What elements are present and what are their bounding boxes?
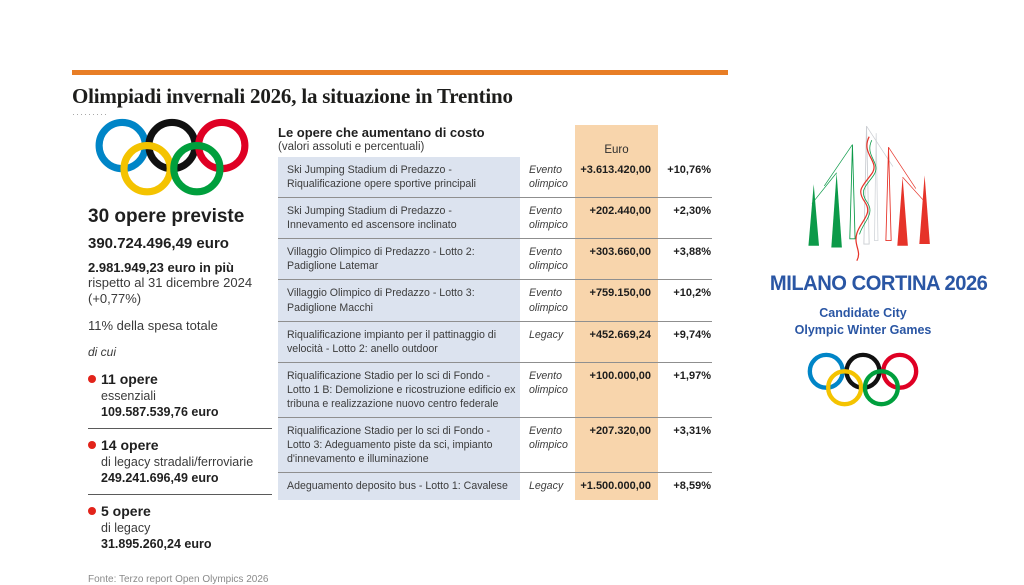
milano-cortina-emblem-icon xyxy=(775,118,951,268)
work-name-cell: Ski Jumping Stadium di Predazzo - Innevamento ed ascensore inclinato xyxy=(278,198,520,238)
breakdown-item xyxy=(88,495,272,560)
share-of-total: 11% della spesa totale xyxy=(88,317,218,333)
table-row xyxy=(278,157,712,197)
olympic-rings-logo xyxy=(88,118,256,198)
euro-value-cell: +452.669,24 xyxy=(575,322,658,362)
breakdown-desc: essenziali xyxy=(101,388,156,403)
percent-value-cell: +1,97% xyxy=(673,369,711,382)
table-title: Le opere che aumentano di costo xyxy=(278,125,485,140)
category-cell: Evento olimpico xyxy=(529,369,568,396)
breakdown-amount: 109.587.539,76 euro xyxy=(101,404,219,419)
percent-value-cell: +3,31% xyxy=(673,425,711,438)
logo-subtitle-line2: Olympic Winter Games xyxy=(794,322,932,337)
euro-value-cell: +1.500.000,00 xyxy=(575,473,658,500)
table-row xyxy=(278,238,712,279)
category-cell: Evento olimpico xyxy=(529,164,568,191)
percent-value-cell: +10,76% xyxy=(667,164,711,176)
delta-amount: 2.981.949,23 euro in più xyxy=(88,260,234,275)
percent-value-cell: +9,74% xyxy=(673,328,711,341)
bullet-dot-icon xyxy=(88,441,96,449)
category-cell: Evento olimpico xyxy=(529,287,568,314)
percent-value-cell: +8,59% xyxy=(673,480,711,493)
stats-panel xyxy=(88,116,272,585)
stats-breakdown xyxy=(88,363,272,560)
delta-reference: rispetto al 31 dicembre 2024 xyxy=(88,275,253,290)
breakdown-desc: di legacy xyxy=(101,520,151,535)
category-cell: Evento olimpico xyxy=(529,205,568,232)
percent-column-header xyxy=(658,125,712,157)
work-name-cell: Villaggio Olimpico di Predazzo - Lotto 3: Padiglione Macchi xyxy=(278,280,520,320)
source-note: Fonte: Terzo report Open Olympics 2026 xyxy=(88,573,269,585)
table-row xyxy=(278,197,712,238)
breakdown-count: 11 opere xyxy=(101,370,158,387)
accent-bar xyxy=(72,70,728,75)
header xyxy=(72,70,728,117)
work-name-cell: Ski Jumping Stadium di Predazzo - Riqualificazione opere sportive principali xyxy=(278,157,520,197)
table-body xyxy=(278,157,712,500)
category-cell: Evento olimpico xyxy=(529,425,568,452)
table-row xyxy=(278,417,712,472)
breakdown-item xyxy=(88,363,272,429)
breakdown-count: 14 opere xyxy=(101,436,159,453)
breakdown-item-head xyxy=(88,437,272,453)
bullet-dot-icon xyxy=(88,375,96,383)
olympic-rings-icon xyxy=(805,351,921,409)
percent-value-cell: +2,30% xyxy=(673,205,711,218)
euro-column-label: Euro xyxy=(604,144,629,156)
table-header-row xyxy=(278,125,712,157)
work-name-cell: Riqualificazione Stadio per lo sci di Fondo - Lotto 3: Adeguamento piste da sci, impianto d'innevamento e illuminazione xyxy=(278,418,520,472)
breakdown-item xyxy=(88,429,272,495)
breakdown-desc: di legacy stradali/ferroviarie xyxy=(101,454,254,469)
breakdown-count: 5 opere xyxy=(101,502,151,519)
dotted-rule: ········· xyxy=(72,109,108,119)
work-name-cell: Adeguamento deposito bus - Lotto 1: Cavalese xyxy=(278,473,520,500)
milano-cortina-logo xyxy=(766,118,988,409)
euro-column-header xyxy=(575,125,658,157)
table-row xyxy=(278,279,712,320)
table-row xyxy=(278,321,712,362)
work-name-cell: Villaggio Olimpico di Predazzo - Lotto 2: Padiglione Latemar xyxy=(278,239,520,279)
breakdown-item-head xyxy=(88,503,272,519)
cost-table xyxy=(278,125,712,500)
category-cell: Legacy xyxy=(529,480,564,493)
breakdown-amount: 31.895.260,24 euro xyxy=(101,536,212,551)
category-cell: Legacy xyxy=(529,328,564,341)
breakdown-item-head xyxy=(88,371,272,387)
category-cell: Evento olimpico xyxy=(529,246,568,273)
bullet-dot-icon xyxy=(88,507,96,515)
page-title: Olimpiadi invernali 2026, la situazione in Trentino xyxy=(72,84,513,108)
delta-percent: (+0,77%) xyxy=(88,291,142,307)
table-row xyxy=(278,472,712,500)
table-subtitle: (valori assoluti e percentuali) xyxy=(278,141,425,153)
table-heading xyxy=(278,125,575,157)
logo-title: MILANO CORTINA 2026 xyxy=(769,272,988,295)
work-name-cell: Riqualificazione impianto per il pattinaggio di velocità - Lotto 2: anello outdoor xyxy=(278,322,520,362)
euro-value-cell: +759.150,00 xyxy=(575,280,658,320)
euro-value-cell: +202.440,00 xyxy=(575,198,658,238)
breakdown-label: di cui xyxy=(88,344,117,359)
euro-value-cell: +100.000,00 xyxy=(575,363,658,417)
percent-value-cell: +3,88% xyxy=(673,246,711,259)
stats-headline: 30 opere previste xyxy=(88,206,245,227)
euro-value-cell: +303.660,00 xyxy=(575,239,658,279)
breakdown-amount: 249.241.696,49 euro xyxy=(101,470,219,485)
euro-value-cell: +3.613.420,00 xyxy=(575,157,658,197)
percent-value-cell: +10,2% xyxy=(673,287,711,300)
work-name-cell: Riqualificazione Stadio per lo sci di Fondo - Lotto 1 B: Demolizione e ricostruzione edificio ex tribuna e realizzazione nuovo centro federale xyxy=(278,363,520,417)
total-amount: 390.724.496,49 euro xyxy=(88,235,229,252)
euro-value-cell: +207.320,00 xyxy=(575,418,658,472)
table-row xyxy=(278,362,712,417)
logo-subtitle-line1: Candidate City xyxy=(819,306,907,320)
